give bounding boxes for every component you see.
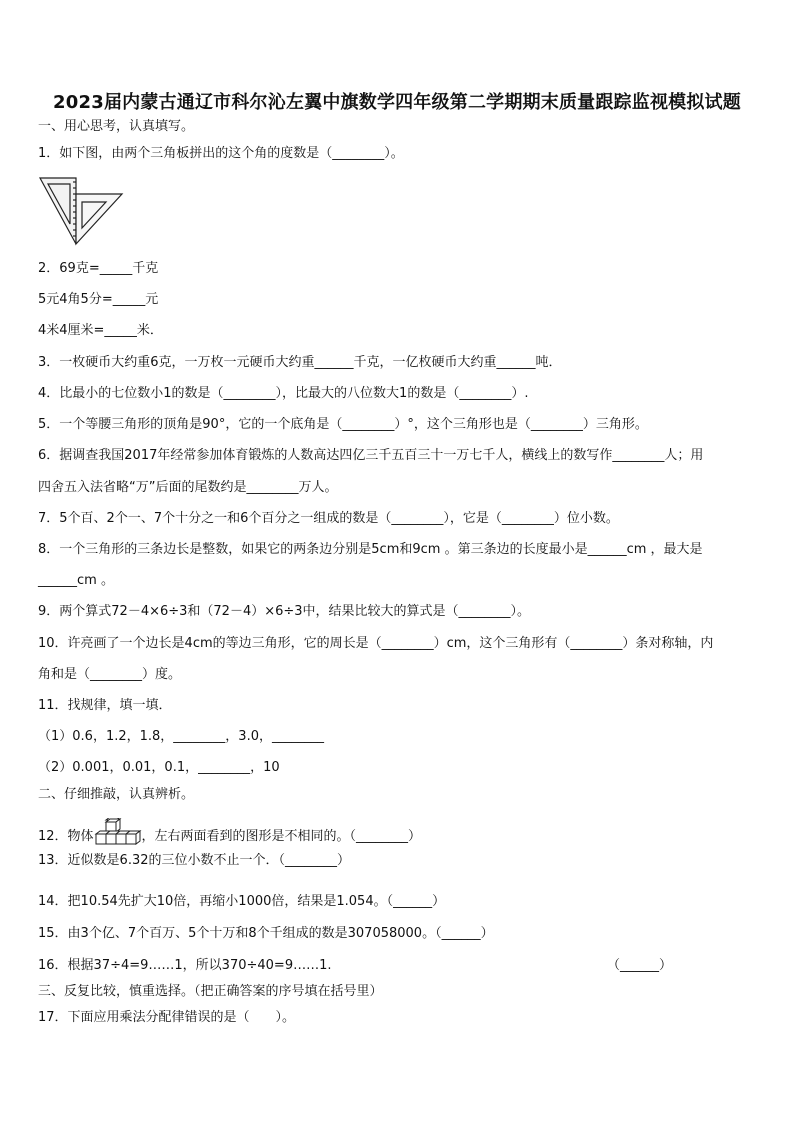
question-15: 15．由3个亿、7个百万、5个十万和8个千组成的数是307058000。（______） — [38, 926, 494, 941]
question-11-part1: （1）0.6，1.2，1.8，________，3.0，________ — [38, 729, 324, 744]
question-8-line2: ______cm 。 — [38, 573, 114, 588]
question-17: 17．下面应用乘法分配律错误的是（ ）。 — [38, 1010, 296, 1025]
question-2a: 2．69克=_____千克 — [38, 261, 159, 276]
question-6-line1: 6．据调查我国2017年经常参加体育锻炼的人数高达四亿三千五百三十一万七千人，横线上的数写作________人；用 — [38, 448, 704, 463]
question-13: 13．近似数是6.32的三位小数不止一个．（________） — [38, 853, 350, 868]
section-2-heading: 二、仔细推敲，认真辨析。 — [38, 787, 195, 802]
section-1-heading: 一、用心思考，认真填写。 — [38, 119, 195, 134]
question-12-prefix: 12．物体 — [38, 829, 94, 844]
question-2b: 5元4角5分=_____元 — [38, 292, 159, 307]
question-3: 3．一枚硬币大约重6克，一万枚一元硬币大约重______千克，一亿枚硬币大约重______吨． — [38, 355, 562, 370]
question-1: 1．如下图，由两个三角板拼出的这个角的度数是（________）。 — [38, 146, 404, 161]
question-9: 9．两个算式72－4×6÷3和（72－4）×6÷3中，结果比较大的算式是（________）。 — [38, 604, 531, 619]
section-3-heading: 三、反复比较，慎重选择。（把正确答案的序号填在括号里） — [38, 984, 383, 999]
question-7: 7．5个百、2个一、7个十分之一和6个百分之一组成的数是（________），它是（________）位小数。 — [38, 511, 619, 526]
question-11: 11．找规律，填一填． — [38, 698, 172, 713]
question-12 — [38, 818, 421, 848]
page-title: 2023届内蒙古通辽市科尔沁左翼中旗数学四年级第二学期期末质量跟踪监视模拟试题 — [53, 92, 741, 113]
question-14: 14．把10.54先扩大10倍，再缩小1000倍，结果是1.054。（______） — [38, 894, 446, 909]
question-12-suffix: ，左右两面看到的图形是不相同的。（________） — [141, 829, 422, 844]
question-10-line1: 10．许亮画了一个边长是4cm的等边三角形，它的周长是（________）cm，这个三角形有（________）条对称轴，内 — [38, 636, 714, 651]
cube-stack-icon — [94, 818, 142, 848]
question-6-line2: 四舍五入法省略“万”后面的尾数约是________万人。 — [38, 480, 338, 495]
set-squares-figure — [36, 172, 128, 250]
question-11-part2: （2）0.001，0.01，0.1，________，10 — [38, 760, 280, 775]
question-8-line1: 8．一个三角形的三条边长是整数，如果它的两条边分别是5cm和9cm 。第三条边的长度最小是______cm ，最大是 — [38, 542, 703, 557]
question-4: 4．比最小的七位数小1的数是（________），比最大的八位数大1的数是（________）. — [38, 386, 529, 401]
question-16-answer-paren: （______） — [607, 958, 673, 973]
question-5: 5．一个等腰三角形的顶角是90°，它的一个底角是（________）°，这个三角形也是（________）三角形。 — [38, 417, 648, 432]
question-2c: 4米4厘米=_____米． — [38, 323, 163, 338]
question-16: 16．根据37÷4=9……1，所以370÷40=9……1. — [38, 958, 332, 973]
question-10-line2: 角和是（________）度。 — [38, 667, 182, 682]
